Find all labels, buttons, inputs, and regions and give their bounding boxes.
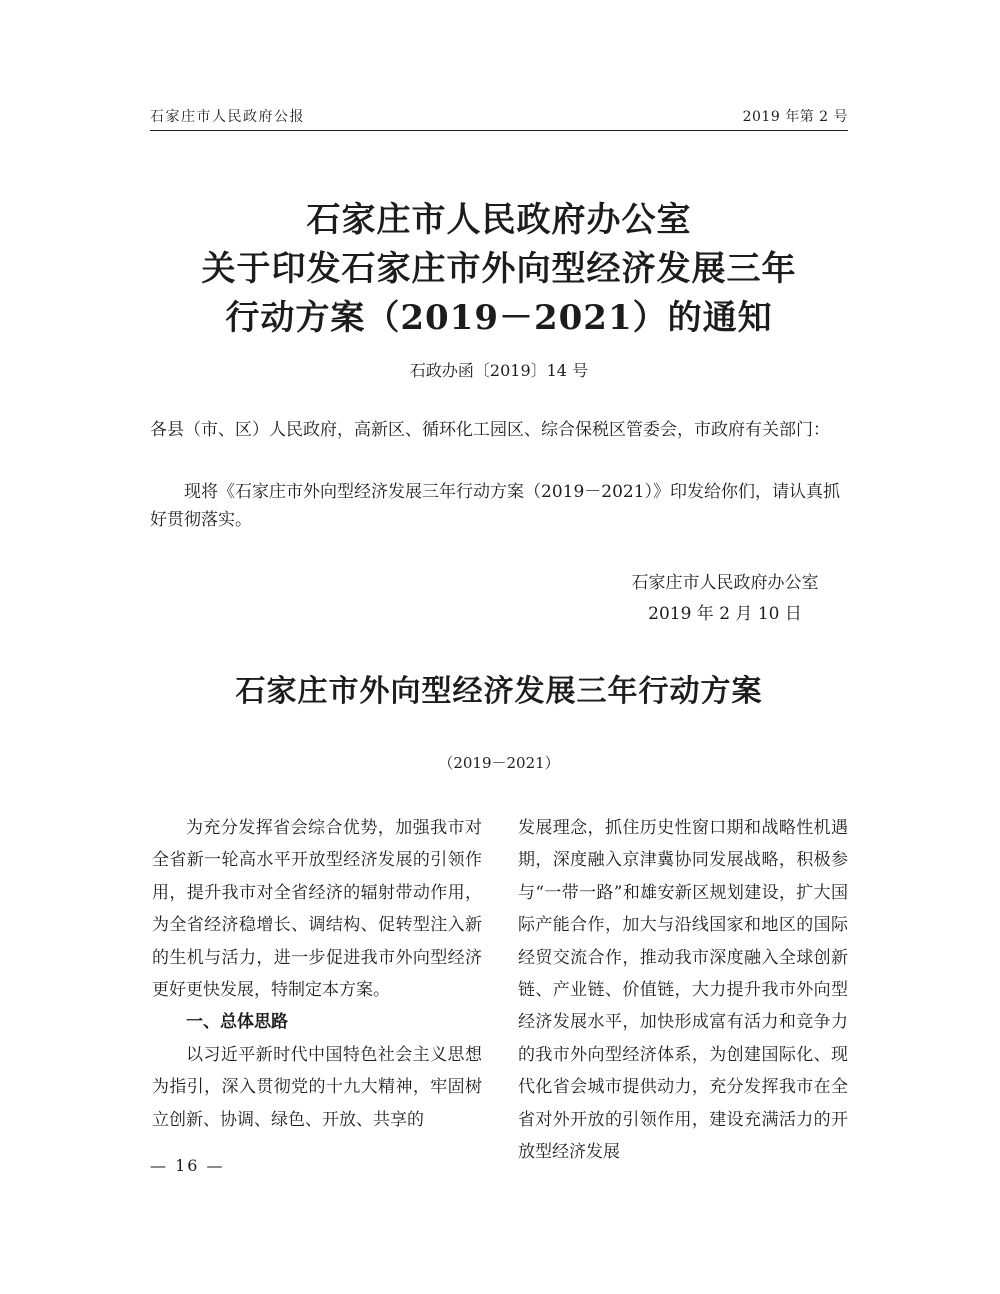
notice-title-line: 行动方案（2019－2021）的通知 [225, 298, 773, 338]
issue-number: 2019 年第 2 号 [742, 109, 848, 125]
notice-title-line: 石家庄市人民政府办公室 [306, 200, 692, 240]
plan-intro: 为充分发挥省会综合优势，加强我市对全省新一轮高水平开放型经济发展的引领作用，提升我市对全省经济的辐射带动作用，为全省经济稳增长、调结构、促转型注入新的生机与活力，进一步促进我市外向型经济更好更快发展，特制定本方案。 [152, 818, 482, 1001]
signer-organization: 石家庄市人民政府办公室 [631, 573, 819, 593]
journal-name: 石家庄市人民政府公报 [150, 109, 305, 125]
section-heading: 一、总体思路 [186, 1012, 288, 1033]
notice-title [150, 196, 848, 343]
plan-title: 石家庄市外向型经济发展三年行动方案 [235, 674, 763, 709]
notice-body: 现将《石家庄市外向型经济发展三年行动方案（2019－2021）》印发给你们，请认真抓好贯彻落实。 [150, 482, 841, 530]
text-column-right [518, 812, 848, 1168]
notice-title-line: 关于印发石家庄市外向型经济发展三年 [201, 249, 797, 289]
section-body-continued: 发展理念，抓住历史性窗口期和战略性机遇期，深度融入京津冀协同发展战略，积极参与“一带一路”和雄安新区规划建设，扩大国际产能合作，加大与沿线国家和地区的国际经贸交流合作，推动我市深度融入全球创新链、产业链、价值链，大力提升我市外向型经济发展水平，加快形成富有活力和竞争力的我市外向型经济体系，为创建国际化、现代化省会城市提供动力，充分发挥我市在全省对外开放的引领作用，建设充满活力的开放型经济发展 [518, 818, 848, 1163]
section-body: 以习近平新时代中国特色社会主义思想为指引，深入贯彻党的十九大精神，牢固树立创新、协调、绿色、开放、共享的 [152, 1044, 482, 1130]
notice-recipients: 各县（市、区）人民政府，高新区、循环化工园区、综合保税区管委会，市政府有关部门： [150, 420, 830, 440]
text-column-left [152, 812, 482, 1136]
page-header [150, 104, 848, 131]
signing-date: 2019 年 2 月 10 日 [648, 604, 802, 624]
document-number: 石政办函〔2019〕14 号 [409, 361, 589, 380]
page-number: — 16 — [150, 1156, 225, 1175]
plan-subtitle: （2019－2021） [438, 754, 560, 772]
